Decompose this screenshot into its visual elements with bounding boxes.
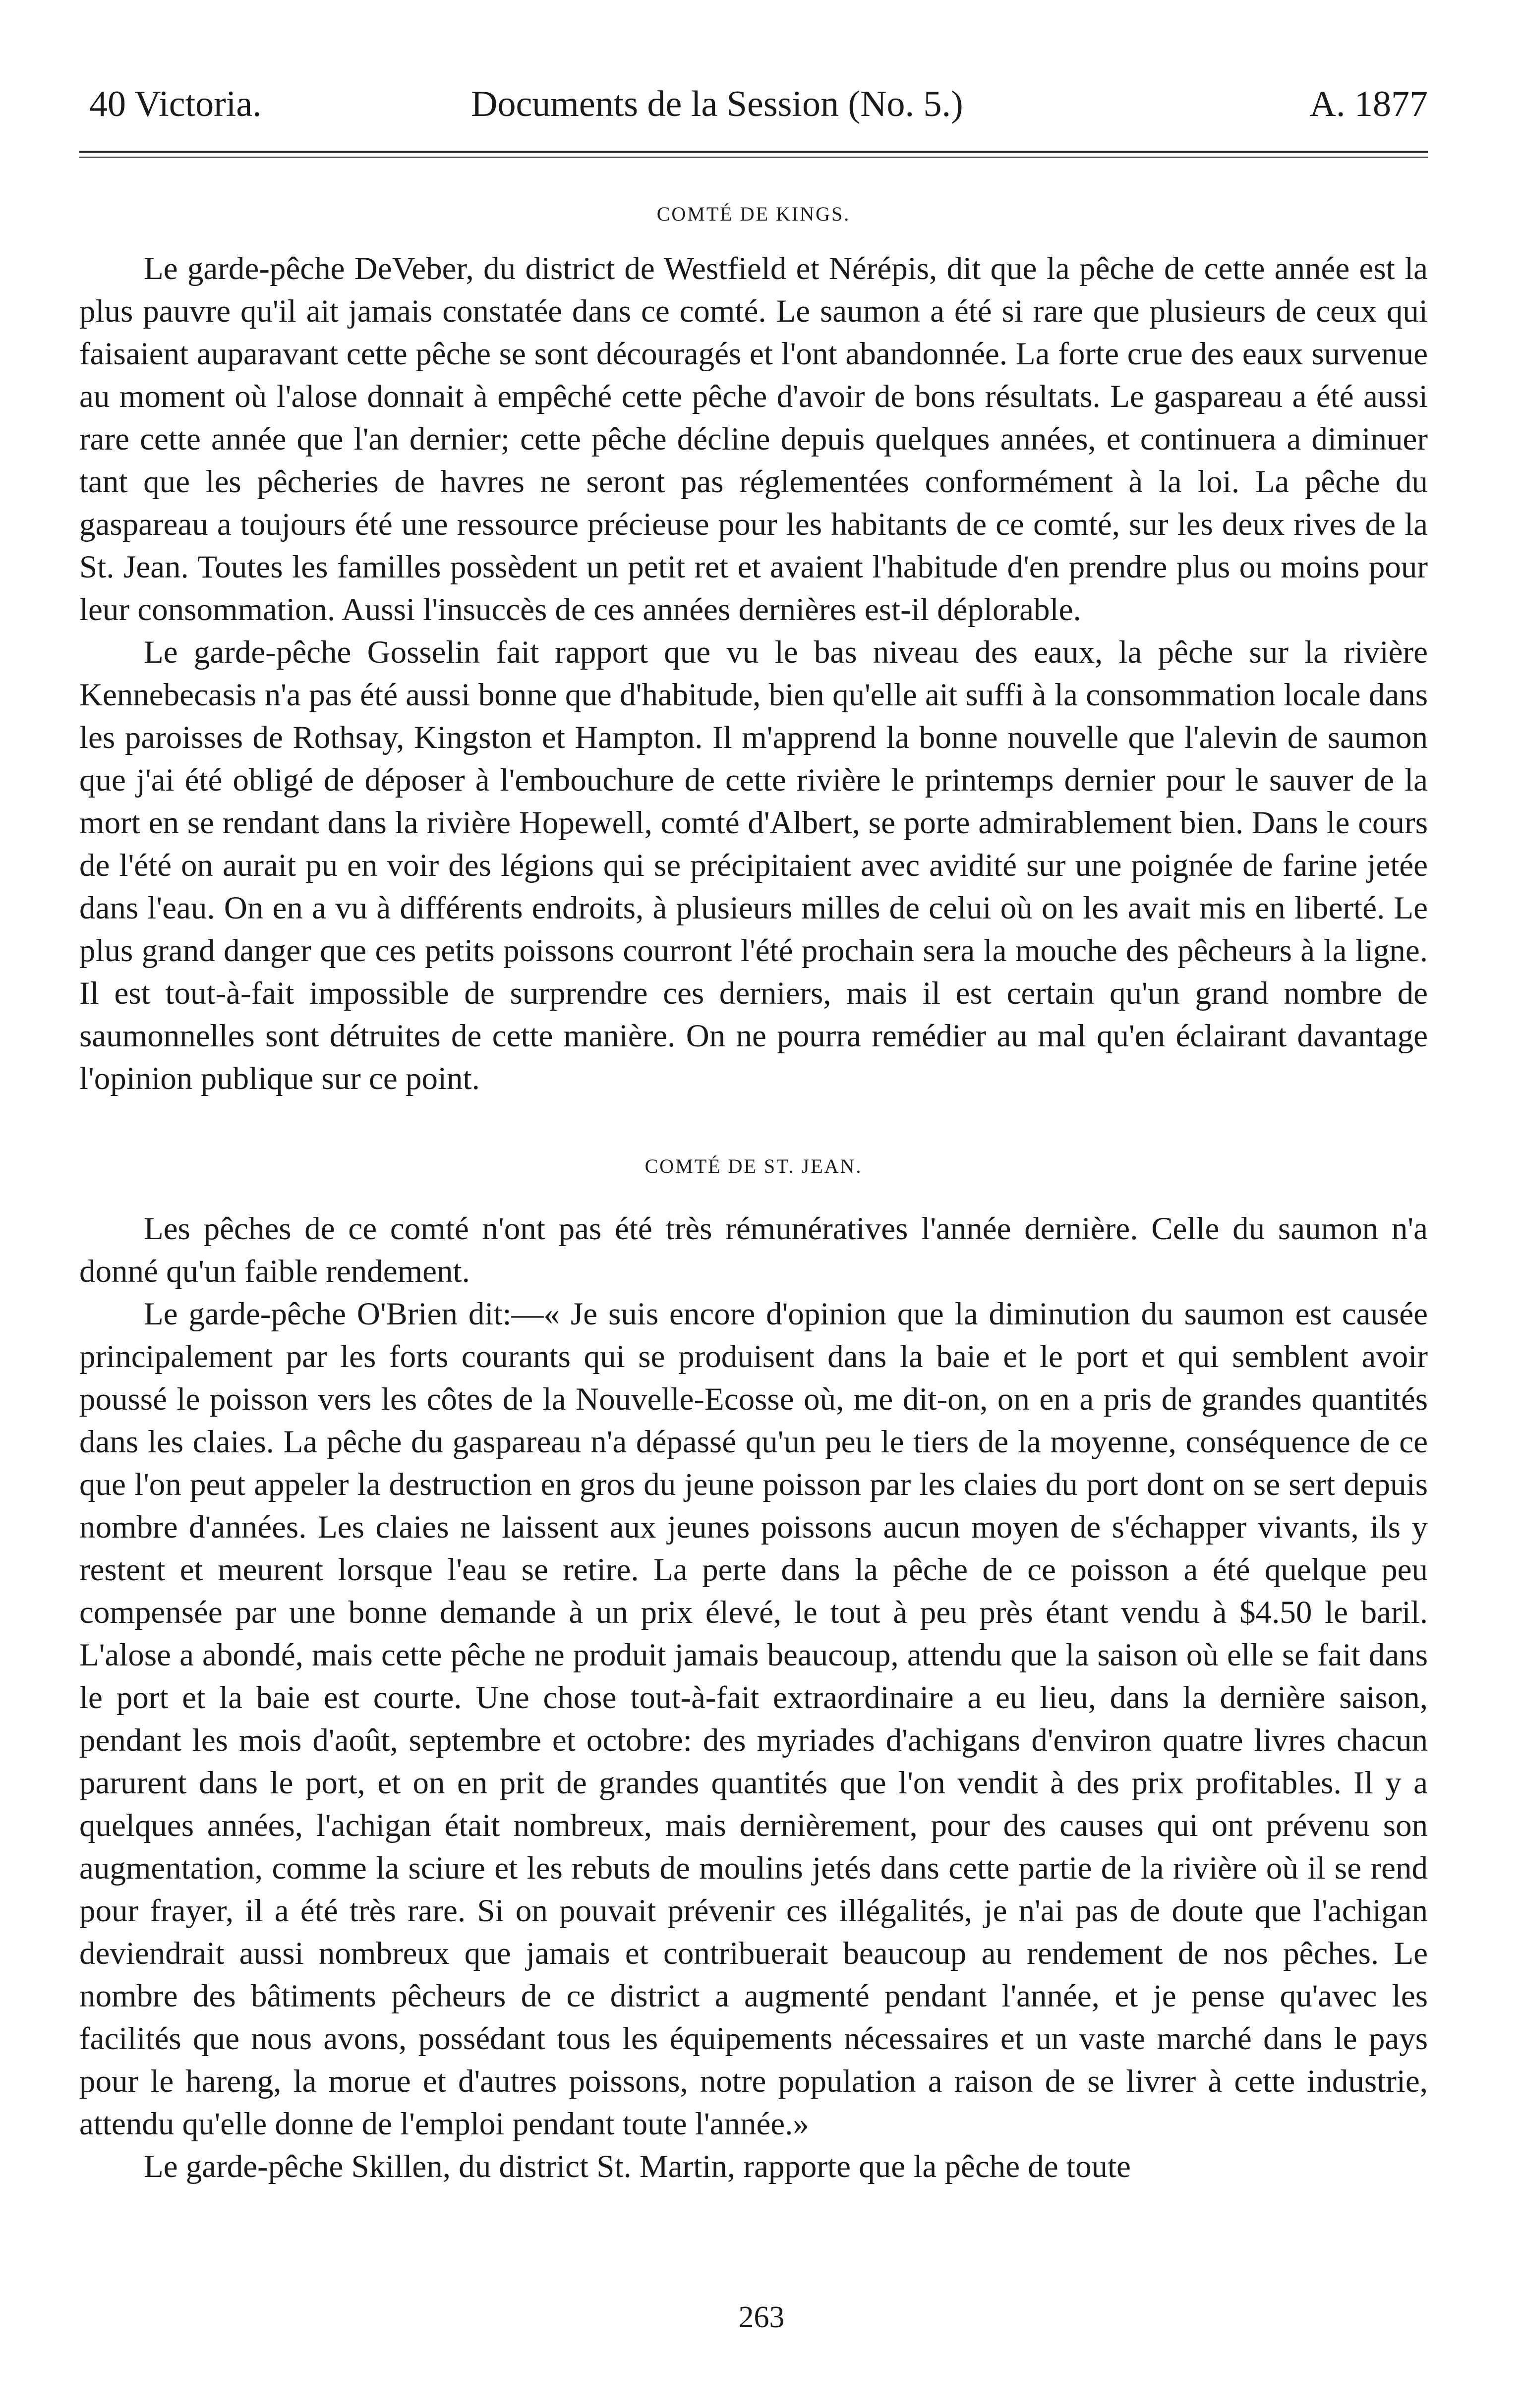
header-rule-thin xyxy=(79,157,1428,158)
header-rule xyxy=(79,151,1428,153)
header-document-title: Documents de la Session (No. 5.) xyxy=(471,84,963,124)
paragraph: Le garde-pêche DeVeber, du district de Westfield et Nérépis, dit que la pêche de cette année est la plus pauvre qu'il ait jamais constatée dans ce comté. Le saumon a été si rare que plusieurs de ceux qui faisaient auparavant cette pêche se sont découragés et l'ont abandonnée. La forte crue des eaux survenue au moment où l'alose donnait à empêché cette pêche d'avoir de bons résultats. Le gaspareau a été aussi rare cette année que l'an dernier; cette pêche décline depuis quelques années, et continuera a diminuer tant que les pêcheries de havres ne seront pas réglementées conformément à la loi. La pêche du gaspareau a toujours été une ressource précieuse pour les habitants de ce comté, sur les deux rives de la St. Jean. Toutes les familles possèdent un petit ret et avaient l'habitude d'en prendre plus ou moins pour leur consommation. Aussi l'insuccès de ces années dernières est-il déplorable. xyxy=(79,251,1428,628)
page-number: 263 xyxy=(738,2300,785,2334)
running-header xyxy=(79,74,1428,134)
header-year: A. 1877 xyxy=(1309,84,1428,124)
paragraph: Le garde-pêche Gosselin fait rapport que vu le bas niveau des eaux, la pêche sur la rivière Kennebecasis n'a pas été aussi bonne que d'habitude, bien qu'elle ait suffi à la consommation locale dans les paroisses de Rothsay, Kingston et Hampton. Il m'apprend la bonne nouvelle que l'alevin de saumon que j'ai été obligé de déposer à l'embouchure de cette rivière le printemps dernier pour le sauver de la mort en se rendant dans la rivière Hopewell, comté d'Albert, se porte admirablement bien. Dans le cours de l'été on aurait pu en voir des légions qui se précipitaient avec avidité sur une poignée de farine jetée dans l'eau. On en a vu à différents endroits, à plusieurs milles de celui où on les avait mis en liberté. Le plus grand danger que ces petits poissons courront l'été prochain sera la mouche des pêcheurs à la ligne. Il est tout-à-fait impossible de surprendre ces derniers, mais il est certain qu'un grand nombre de saumonnelles sont détruites de cette manière. On ne pourra remédier au mal qu'en éclairant davantage l'opinion publique sur ce point. xyxy=(79,634,1428,1096)
paragraph: Les pêches de ce comté n'ont pas été très rémunératives l'année dernière. Celle du saumon n'a donné qu'un faible rendement. xyxy=(79,1211,1428,1289)
document-page xyxy=(79,74,1428,2188)
section-title-st-jean: COMTÉ DE ST. JEAN. xyxy=(644,1155,863,1177)
section-title-kings: COMTÉ DE KINGS. xyxy=(656,203,851,225)
paragraph: Le garde-pêche O'Brien dit:—« Je suis encore d'opinion que la diminution du saumon est causée principalement par les forts courants qui se produisent dans la baie et le port et qui semblent avoir poussé le poisson vers les côtes de la Nouvelle-Ecosse où, me dit-on, on en a pris de grandes quantités dans les claies. La pêche du gaspareau n'a dépassé qu'un peu le tiers de la moyenne, conséquence de ce que l'on peut appeler la destruction en gros du jeune poisson par les claies du port dont on se sert depuis nombre d'années. Les claies ne laissent aux jeunes poissons aucun moyen de s'échapper vivants, ils y restent et meurent lorsque l'eau se retire. La perte dans la pêche de ce poisson a été quelque peu compensée par une bonne demande à un prix élevé, le tout à peu près étant vendu à $4.50 le baril. L'alose a abondé, mais cette pêche ne produit jamais beaucoup, attendu que la saison où elle se fait dans le port et la baie est courte. Une chose tout-à-fait extraordinaire a eu lieu, dans la dernière saison, pendant les mois d'août, septembre et octobre: des myriades d'achigans d'environ quatre livres chacun parurent dans le port, et on en prit de grandes quantités que l'on vendit à des prix profitables. Il y a quelques années, l'achigan était nombreux, mais dernièrement, pour des causes qui ont prévenu son augmentation, comme la sciure et les rebuts de moulins jetés dans cette partie de la rivière où il se rend pour frayer, il a été très rare. Si on pouvait prévenir ces illégalités, je n'ai pas de doute que l'achigan deviendrait aussi nombreux que jamais et contribuerait beaucoup au rendement de nos pêches. Le nombre des bâtiments pêcheurs de ce district a augmenté pendant l'année, et je pense qu'avec les facilités que nous avons, possédant tous les équipements nécessaires et un vaste marché dans le pays pour le hareng, la morue et d'autres poissons, notre population a raison de se livrer à cette industrie, attendu qu'elle donne de l'emploi pendant toute l'année.» xyxy=(79,1296,1428,2142)
header-regnal-year: 40 Victoria. xyxy=(89,84,262,124)
paragraph: Le garde-pêche Skillen, du district St. Martin, rapporte que la pêche de toute xyxy=(144,2149,1131,2184)
